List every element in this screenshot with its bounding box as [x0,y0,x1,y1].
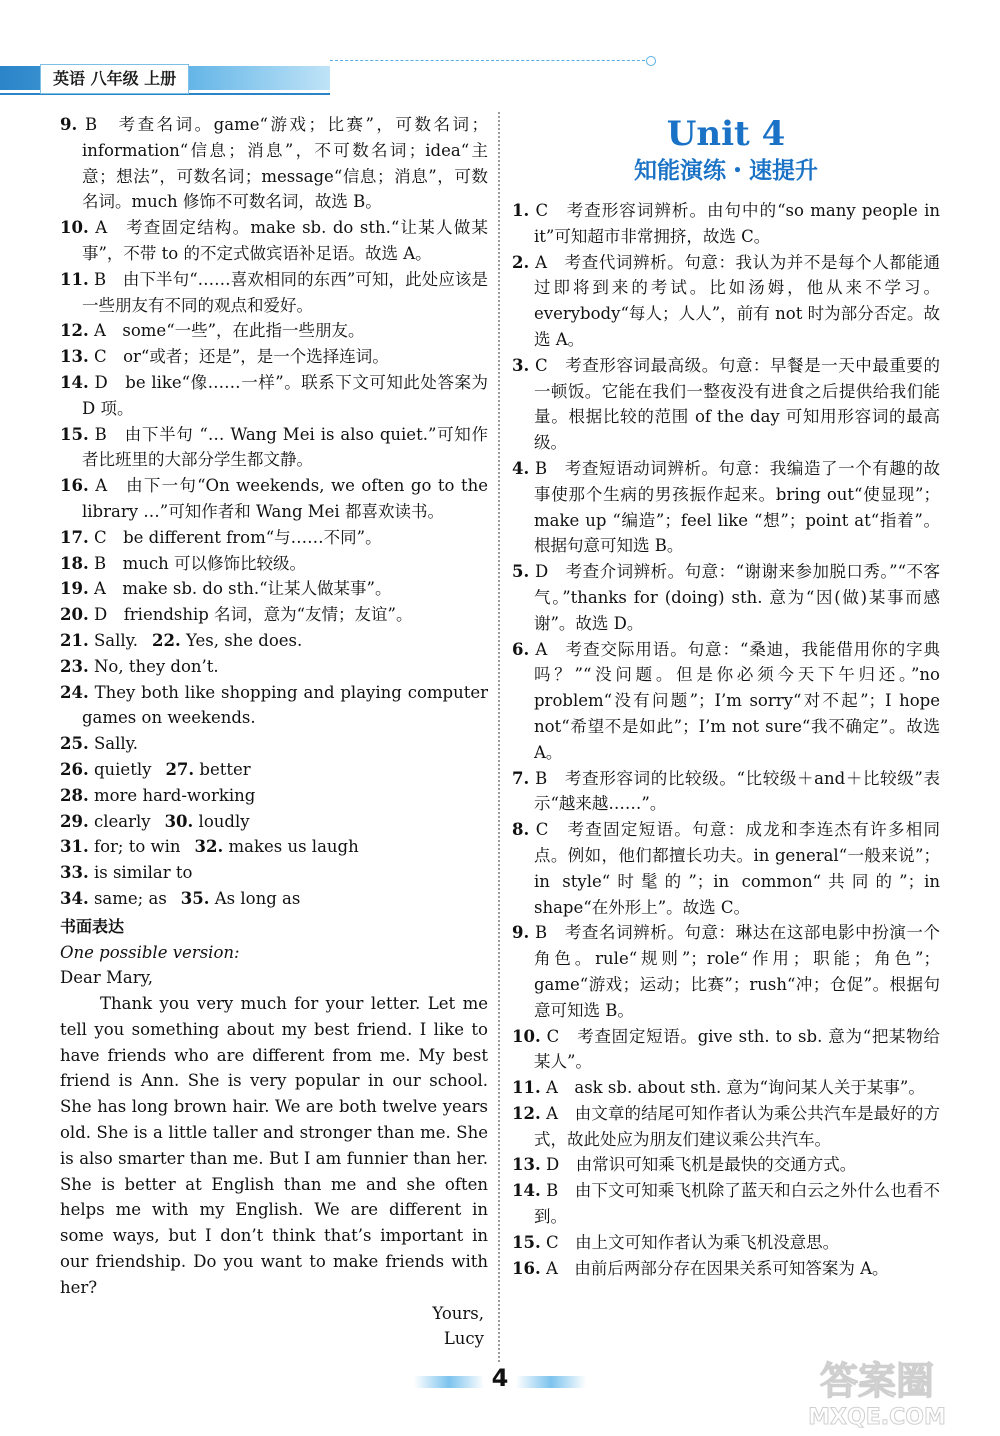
version-label: One possible version: [60,942,240,962]
item-number: 16. [60,476,89,496]
item-text: B 由下文可知乘飞机除了蓝天和白云之外什么也看不到。 [534,1181,940,1227]
item-number: 15. [512,1232,541,1252]
answer-item [60,473,488,525]
answer-item [512,766,940,818]
item-text: C be different from“与……不同”。 [88,527,382,547]
item-text: B 由下半句 “… Wang Mei is also quiet.”可知作者比班里的大部分学生都文静。 [82,424,488,470]
short-answer-row [60,783,488,809]
answer-item [512,1101,940,1153]
item-number: 10. [60,218,89,238]
answer-item [512,1256,940,1282]
footer-left-decoration [414,1376,484,1388]
item-text: C or“或者；还是”，是一个选择连词。 [88,347,389,367]
item-text: C 考查形容词辨析。由句中的“so many people in it”可知超市非常拥挤，故选 C。 [529,201,940,246]
item-text: more hard-working [88,785,256,805]
item-text: quietly [88,759,152,779]
item-number: 8. [512,820,530,840]
answer-item [512,1024,940,1076]
item-number: 22. [152,630,181,650]
item-text: No, they don’t. [88,656,219,676]
item-text: same; as [88,888,167,908]
answer-item [60,370,488,422]
right-column [512,112,940,1281]
answer-item [512,456,940,559]
item-text: clearly [88,811,151,831]
item-number: 6. [512,639,530,659]
page-number: 4 [491,1364,509,1392]
item-number: 9. [60,115,78,134]
unit-subtitle: 知能演练・速提升 [634,158,818,184]
answer-item [512,817,940,920]
answer-item [512,920,940,1023]
item-text: They both like shopping and playing computer games on weekends. [82,682,488,728]
item-text: D 由常识可知乘飞机是最快的交通方式。 [540,1155,857,1175]
short-answer-row [60,654,488,680]
item-text: A 由下一句“On weekends, we often go to the library …”可知作者和 Wang Mei 都喜欢读书。 [82,476,488,521]
item-text: B 考查名词辨析。句意：琳达在这部电影中扮演一个角色。rule“规则”；role“作用；职能；角色”；game“游戏；运动；比赛”；rush“冲；仓促”。根据句意可知选 B。 [529,923,940,1020]
letter-body: Thank you very much for your letter. Let me tell you something about my best friend. I like to have friends who are different from me. My best friend is Ann. She is very popular in our school. She has long brown hair. We are both twelve years old. She is a little taller and stronger than me. She is also smarter than me. But I am funnier than her. She is better at English than me and she often helps me with my English. We are different in some ways, but I don’t think that’s important in our friendship. Do you want to make friends with her? [60,994,488,1297]
short-answer-row [60,757,488,783]
item-text: for; to win [88,837,181,857]
item-number: 10. [512,1026,541,1046]
column-divider [498,112,500,1362]
item-number: 27. [165,759,195,779]
answer-item [512,1230,940,1256]
item-number: 21. [60,630,89,650]
item-number: 17. [60,527,89,547]
answer-item [60,576,488,602]
book-title: 英语 八年级 上册 [40,64,189,94]
item-text: A ask sb. about sth. 意为“询问某人关于某事”。 [540,1078,925,1098]
item-number: 26. [60,759,89,779]
item-number: 29. [60,811,89,831]
item-number: 18. [60,553,89,573]
left-column [60,112,488,1352]
item-text: C 由上文可知作者认为乘飞机没意思。 [540,1232,840,1252]
short-answer-row [60,860,488,886]
item-number: 11. [60,269,89,289]
answer-item [512,1178,940,1230]
item-text: B 考查短语动词辨析。句意：我编造了一个有趣的故事使那个生病的男孩振作起来。bring out“使显现”；make up “编造”；feel like “想”；point at“指着”。根据句意可知选 B。 [529,458,940,556]
short-answer-row [60,731,488,757]
answer-item [60,318,488,344]
left-answer-list [60,112,488,628]
short-answer-list [60,628,488,912]
short-answer-row [60,628,488,654]
item-text: A some“一些”，在此指一些朋友。 [88,321,365,341]
short-answer-row [60,809,488,835]
watermark-logo [772,1352,982,1430]
item-text: A 考查固定结构。make sb. do sth.“让某人做某事”，不带 to 的不定式做宾语补足语。故选 A。 [82,218,488,263]
item-text: D be like“像……一样”。联系下文可知此处答案为 D 项。 [82,372,488,418]
item-number: 24. [60,682,89,702]
header-dashed-line [330,60,650,61]
item-text: better [194,759,251,779]
right-answer-list [512,198,940,1281]
answer-item [60,525,488,551]
item-number: 12. [512,1103,541,1123]
answer-item [512,353,940,456]
item-number: 4. [512,458,530,478]
item-text: Sally. [88,734,139,754]
item-number: 19. [60,579,89,599]
answer-item [512,559,940,636]
short-answer-row [60,886,488,912]
item-number: 1. [512,201,530,220]
item-text: B 由下半句“……喜欢相同的东西”可知，此处应该是一些朋友有不同的观点和爱好。 [82,269,488,315]
item-number: 12. [60,321,89,341]
answer-item [512,1075,940,1101]
item-text: Sally. [88,630,139,650]
letter-salutation: Dear Mary, [60,968,153,988]
item-number: 2. [512,252,530,272]
item-number: 30. [164,811,194,831]
writing-section-title: 书面表达 [60,916,125,936]
item-number: 35. [180,888,210,908]
item-text: B 考查形容词的比较级。“比较级＋and＋比较级”表示“越来越……”。 [529,768,940,814]
answer-item [60,422,488,474]
item-text: Yes, she does. [180,630,303,650]
item-number: 13. [512,1155,541,1175]
item-number: 33. [60,863,89,883]
watermark-text: 答案圈 [819,1359,935,1403]
letter-closing: Yours, [432,1303,484,1323]
item-number: 31. [60,837,89,857]
answer-item [512,637,940,766]
item-text: D friendship 名词，意为“友情；友谊”。 [88,605,413,625]
answer-item [512,1152,940,1178]
item-number: 3. [512,355,530,375]
item-number: 25. [60,734,89,754]
item-number: 5. [512,562,530,582]
item-text: C 考查形容词最高级。句意：早餐是一天中最重要的一顿饭。它能在我们一整夜没有进食之后提供给我们能量。根据比较的范围 of the day 可知用形容词的最高级。 [529,355,940,453]
item-number: 14. [60,372,89,392]
answer-item [512,250,940,353]
item-number: 14. [512,1181,541,1201]
short-answer-row [60,680,488,732]
unit-title: Unit 4 [666,114,786,154]
item-number: 20. [60,605,89,625]
answer-item [60,112,488,215]
item-text: A 考查交际用语。句意：“桑迪，我能借用你的字典吗？”“没问题。但是你必须今天下午归还。”no problem“没有问题”；I’m sorry“对不起”；I hope not“希望不是如此”；I’m not sure“我不确定”。故选 A。 [529,639,940,762]
item-text: A 由文章的结尾可知作者认为乘公共汽车是最好的方式，故此处应为朋友们建议乘公共汽车。 [534,1103,940,1149]
letter-signature: Lucy [443,1329,484,1349]
item-text: C 考查固定短语。give sth. to sb. 意为“把某物给某人”。 [534,1026,940,1072]
item-text: makes us laugh [223,837,359,857]
item-number: 7. [512,768,530,788]
short-answer-row [60,834,488,860]
answer-item [60,215,488,267]
item-number: 16. [512,1258,541,1278]
answer-item [60,602,488,628]
item-text: B much 可以修饰比较级。 [88,553,306,573]
item-text: D 考查介词辨析。句意：“谢谢来参加脱口秀。”“不客气。”thanks for (doing) sth. 意为“因(做)某事而感谢”。故选 D。 [529,562,940,633]
item-number: 9. [512,923,530,943]
item-text: is similar to [88,863,193,883]
item-text: As long as [209,888,301,908]
watermark-url: MXQE.COM [808,1405,946,1430]
item-number: 11. [512,1078,541,1098]
item-number: 23. [60,656,89,676]
item-text: C 考查固定短语。句意：成龙和李连杰有许多相同点。例如，他们都擅长功夫。in general“一般来说”；in style“时髦的”；in common“共同的”；in shape“在外形上”。故选 C。 [529,820,940,917]
item-number: 32. [194,837,224,857]
item-number: 34. [60,888,89,908]
header-circle-icon [646,56,656,66]
answer-item [60,344,488,370]
answer-item [60,267,488,319]
item-number: 28. [60,785,89,805]
item-text: A 考查代词辨析。句意：我认为并不是每个人都能通过即将到来的考试。比如汤姆，他从来不学习。everybody“每人；人人”，前有 not 时为部分否定。故选 A。 [529,252,940,349]
answer-item [60,551,488,577]
item-text: B 考查名词。game“游戏；比赛”，可数名词；information“信息；消息”，不可数名词；idea“主意；想法”，可数名词；message“信息；消息”，可数名词。much 修饰不可数名词，故选 B。 [77,115,488,212]
footer-right-decoration [516,1376,586,1388]
page-header [0,55,660,95]
item-number: 13. [60,347,89,367]
answer-item [512,198,940,250]
item-text: A make sb. do sth.“让某人做某事”。 [88,579,392,599]
item-number: 15. [60,424,89,444]
item-text: loudly [193,811,250,831]
item-text: A 由前后两部分存在因果关系可知答案为 A。 [540,1258,889,1278]
